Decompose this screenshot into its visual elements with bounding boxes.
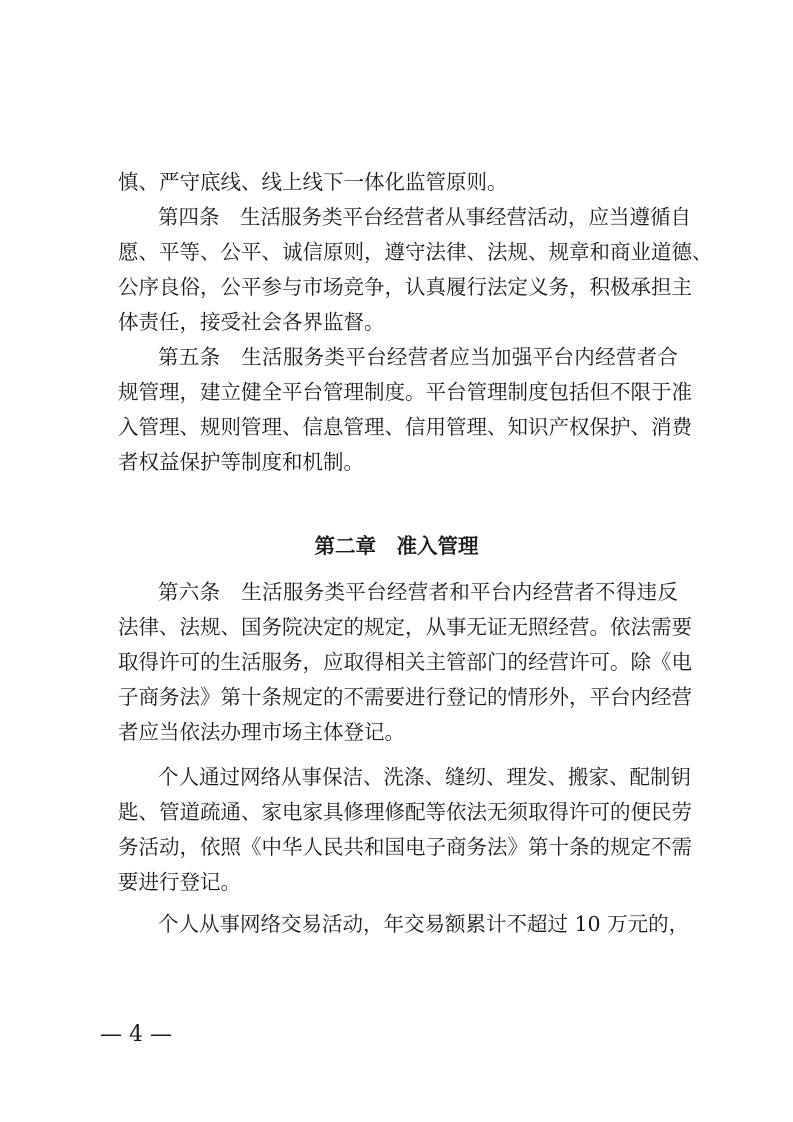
article-4-line: 体责任，接受社会各界监督。 xyxy=(118,310,385,334)
page-number: — 4 — xyxy=(100,1022,172,1047)
article-5-line: 者权益保护等制度和机制。 xyxy=(118,450,364,474)
article-4-line: 愿、平等、公平、诚信原则，遵守法律、法规、规章和商业道德、 xyxy=(118,240,713,264)
article-4-line: 第四条 生活服务类平台经营者从事经营活动，应当遵循自 xyxy=(158,205,691,229)
article-6-line: 法律、法规、国务院决定的规定，从事无证无照经营。依法需要 xyxy=(118,615,692,639)
article-6-line: 取得许可的生活服务，应取得相关主管部门的经营许可。除《电 xyxy=(118,650,692,674)
article-6-line: 者应当依法办理市场主体登记。 xyxy=(118,720,405,744)
individual-services-line: 要进行登记。 xyxy=(118,870,241,894)
transaction-threshold-line: 个人从事网络交易活动，年交易额累计不超过 10 万元的， xyxy=(158,912,690,936)
paragraph-line: 慎、严守底线、线上线下一体化监管原则。 xyxy=(118,170,508,194)
article-6-line: 子商务法》第十条规定的不需要进行登记的情形外，平台内经营 xyxy=(118,685,692,709)
article-5-line: 第五条 生活服务类平台经营者应当加强平台内经营者合 xyxy=(158,345,678,369)
article-6-line: 第六条 生活服务类平台经营者和平台内经营者不得违反 xyxy=(158,580,678,604)
article-5-line: 入管理、规则管理、信息管理、信用管理、知识产权保护、消费 xyxy=(118,415,692,439)
article-5-line: 规管理，建立健全平台管理制度。平台管理制度包括但不限于准 xyxy=(118,380,692,404)
individual-services-line: 个人通过网络从事保洁、洗涤、缝纫、理发、搬家、配制钥 xyxy=(158,765,691,789)
chapter-heading: 第二章 准入管理 xyxy=(314,534,479,558)
article-4-line: 公序良俗，公平参与市场竞争，认真履行法定义务，积极承担主 xyxy=(118,275,692,299)
individual-services-line: 务活动，依照《中华人民共和国电子商务法》第十条的规定不需 xyxy=(118,835,692,859)
individual-services-line: 匙、管道疏通、家电家具修理修配等依法无须取得许可的便民劳 xyxy=(118,800,692,824)
